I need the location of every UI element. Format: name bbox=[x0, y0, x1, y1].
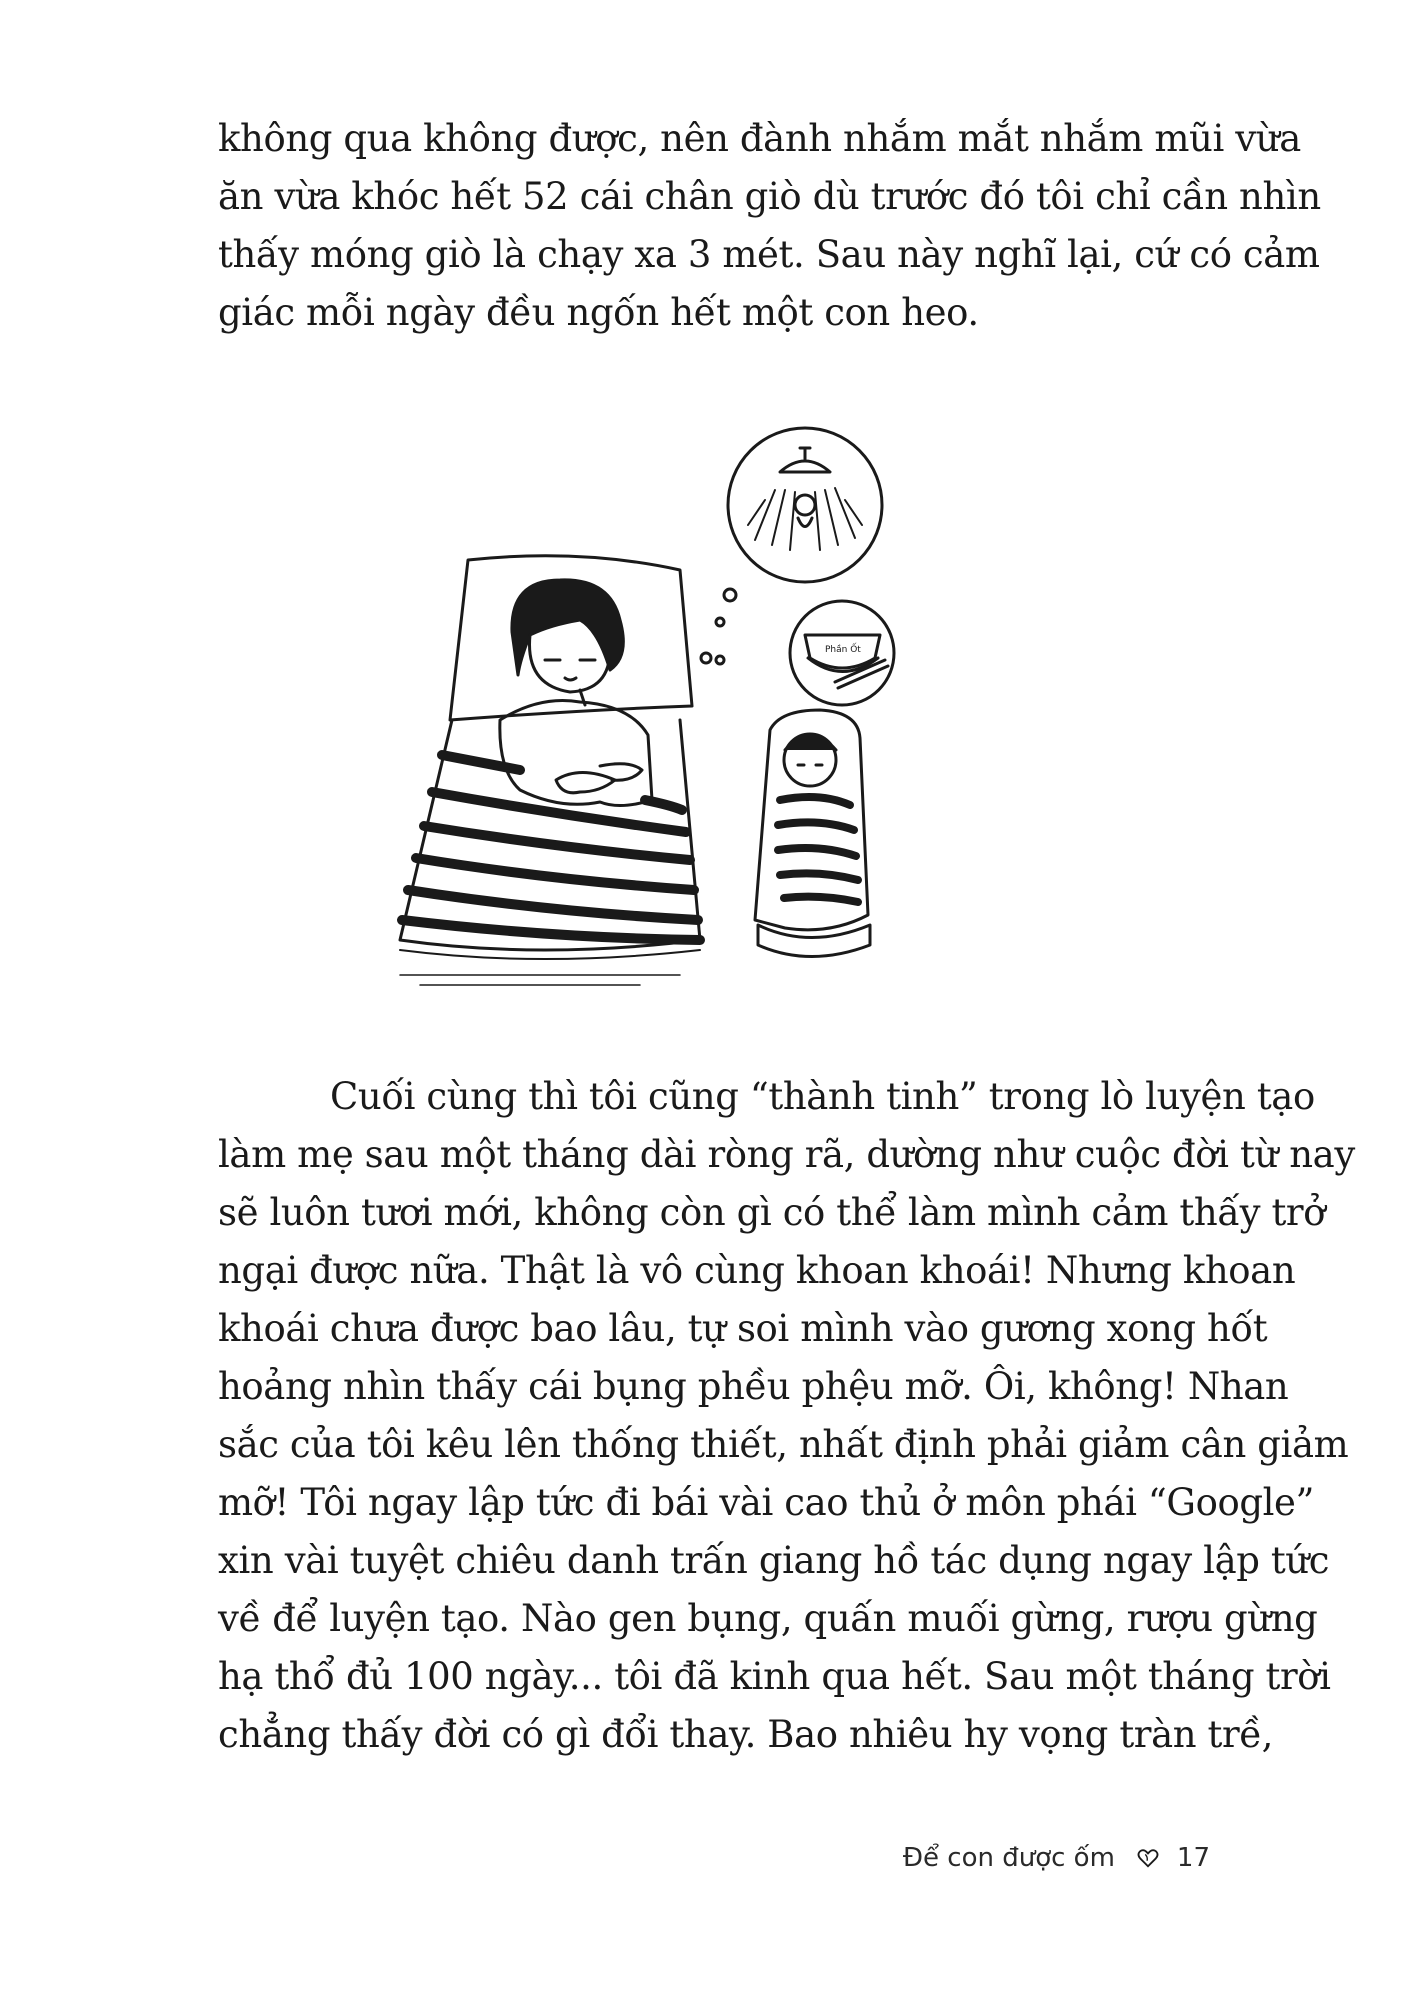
shower-thought-bubble bbox=[728, 428, 882, 582]
thought-dot bbox=[701, 653, 711, 663]
mother-baby-illustration bbox=[380, 420, 1000, 1040]
text-line: ăn vừa khóc hết 52 cái chân giò dù trước đó tôi chỉ cần nhìn bbox=[218, 175, 1321, 218]
page-number: 17 bbox=[1176, 1843, 1210, 1873]
text-line: chẳng thấy đời có gì đổi thay. Bao nhiêu hy vọng tràn trề, bbox=[218, 1713, 1274, 1756]
bed-blanket bbox=[400, 720, 700, 959]
text-line: sắc của tôi kêu lên thống thiết, nhất định phải giảm cân giảm bbox=[218, 1423, 1349, 1466]
text-line: thấy móng giò là chạy xa 3 mét. Sau này nghĩ lại, cứ có cảm bbox=[218, 233, 1320, 276]
text-line: sẽ luôn tươi mới, không còn gì có thể làm mình cảm thấy trở bbox=[218, 1191, 1326, 1234]
thought-dot bbox=[716, 656, 724, 664]
baby-basket bbox=[755, 710, 870, 957]
page-footer bbox=[860, 1838, 1210, 1878]
text-line: xin vài tuyệt chiêu danh trấn giang hồ tác dụng ngay lập tức bbox=[218, 1539, 1330, 1582]
bowl-thought-bubble bbox=[790, 601, 894, 705]
text-line: Cuối cùng thì tôi cũng “thành tinh” trong lò luyện tạo bbox=[330, 1075, 1315, 1118]
text-line: hạ thổ đủ 100 ngày... tôi đã kinh qua hết. Sau một tháng trời bbox=[218, 1655, 1331, 1698]
text-line: về để luyện tạo. Nào gen bụng, quấn muối gừng, rượu gừng bbox=[218, 1597, 1318, 1640]
text-line: giác mỗi ngày đều ngốn hết một con heo. bbox=[218, 291, 979, 334]
floor-lines bbox=[400, 975, 680, 985]
text-line: ngại được nữa. Thật là vô cùng khoan khoái! Nhưng khoan bbox=[218, 1249, 1296, 1292]
paragraph-main bbox=[218, 1068, 1355, 1764]
thought-dot bbox=[724, 589, 736, 601]
paragraph-top bbox=[218, 110, 1321, 342]
text-line: làm mẹ sau một tháng dài ròng rã, dường như cuộc đời từ nay bbox=[218, 1133, 1355, 1176]
text-line: khoái chưa được bao lâu, tự soi mình vào gương xong hốt bbox=[218, 1307, 1268, 1350]
heart-icon bbox=[1137, 1847, 1159, 1869]
text-line: hoảng nhìn thấy cái bụng phều phệu mỡ. Ôi, không! Nhan bbox=[218, 1365, 1289, 1408]
bowl-label: Phần Ốt bbox=[825, 645, 861, 655]
text-line: mỡ! Tôi ngay lập tức đi bái vài cao thủ ở môn phái “Google” bbox=[218, 1481, 1315, 1524]
text-line: không qua không được, nên đành nhắm mắt nhắm mũi vừa bbox=[218, 117, 1301, 160]
book-title: Để con được ốm bbox=[902, 1843, 1115, 1873]
thought-dot bbox=[716, 618, 724, 626]
